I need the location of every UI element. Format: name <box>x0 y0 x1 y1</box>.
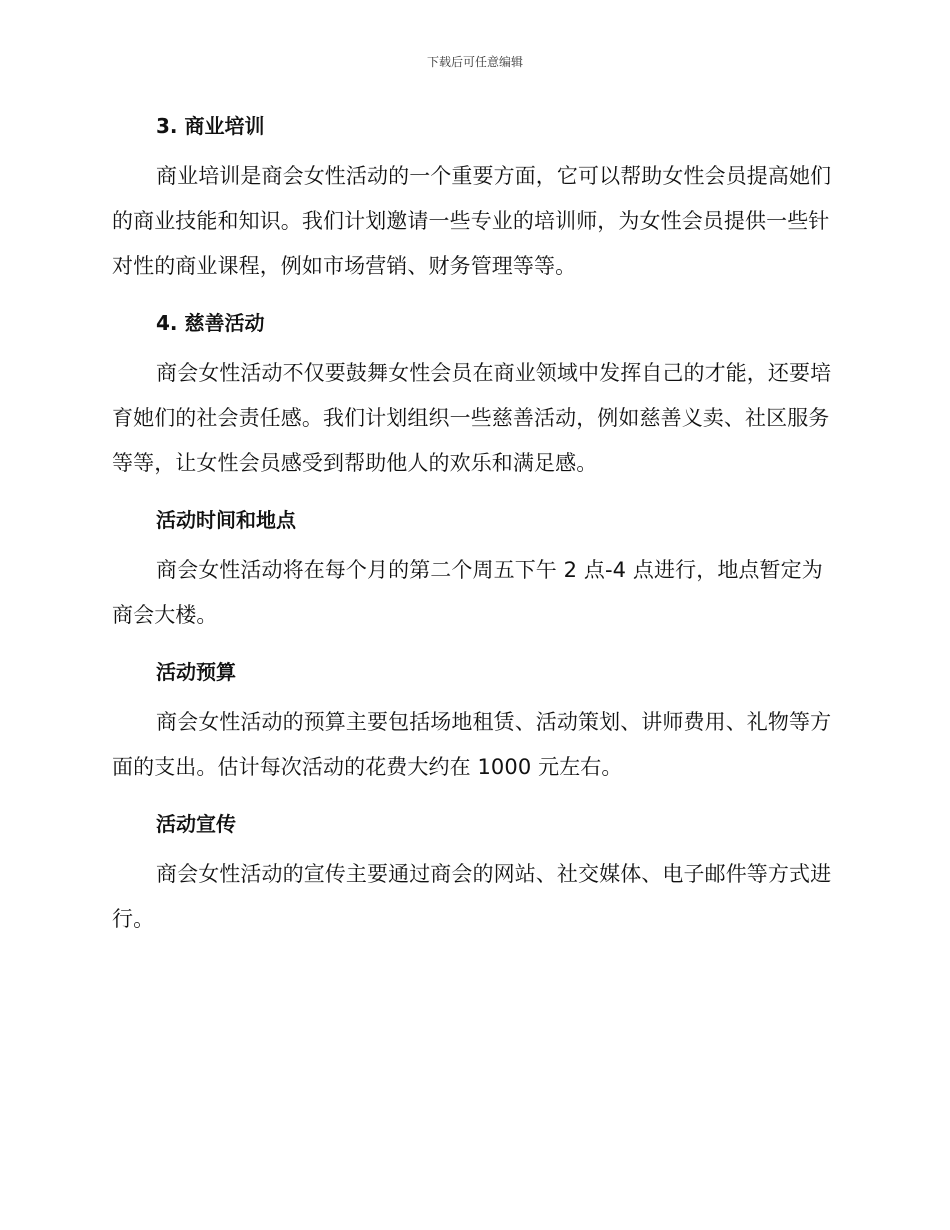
section-heading-budget: 活动预算 <box>156 660 236 684</box>
section-paragraph-business-training: 商业培训是商会女性活动的一个重要方面，它可以帮助女性会员提高她们的商业技能和知识。我们计划邀请一些专业的培训师，为女性会员提供一些针对性的商业课程，例如市场营销、财务管理等等。 <box>112 164 832 278</box>
section-heading-business-training: 3. 商业培训 <box>156 114 265 138</box>
section-paragraph-time-location: 商会女性活动将在每个月的第二个周五下午 2 点-4 点进行，地点暂定为商会大楼。 <box>112 558 823 627</box>
section-paragraph-promotion: 商会女性活动的宣传主要通过商会的网站、社交媒体、电子邮件等方式进行。 <box>112 862 832 931</box>
document-body <box>112 112 832 942</box>
section-paragraph-budget: 商会女性活动的预算主要包括场地租赁、活动策划、讲师费用、礼物等方面的支出。估计每次活动的花费大约在 1000 元左右。 <box>112 710 832 779</box>
section-heading-time-location: 活动时间和地点 <box>156 508 296 532</box>
section-heading-promotion: 活动宣传 <box>156 812 236 836</box>
section-paragraph-charity: 商会女性活动不仅要鼓舞女性会员在商业领域中发挥自己的才能，还要培育她们的社会责任感。我们计划组织一些慈善活动，例如慈善义卖、社区服务等等，让女性会员感受到帮助他人的欢乐和满足感。 <box>112 361 832 475</box>
section-heading-charity: 4. 慈善活动 <box>156 311 265 335</box>
page-header-note: 下载后可任意编辑 <box>426 55 523 69</box>
